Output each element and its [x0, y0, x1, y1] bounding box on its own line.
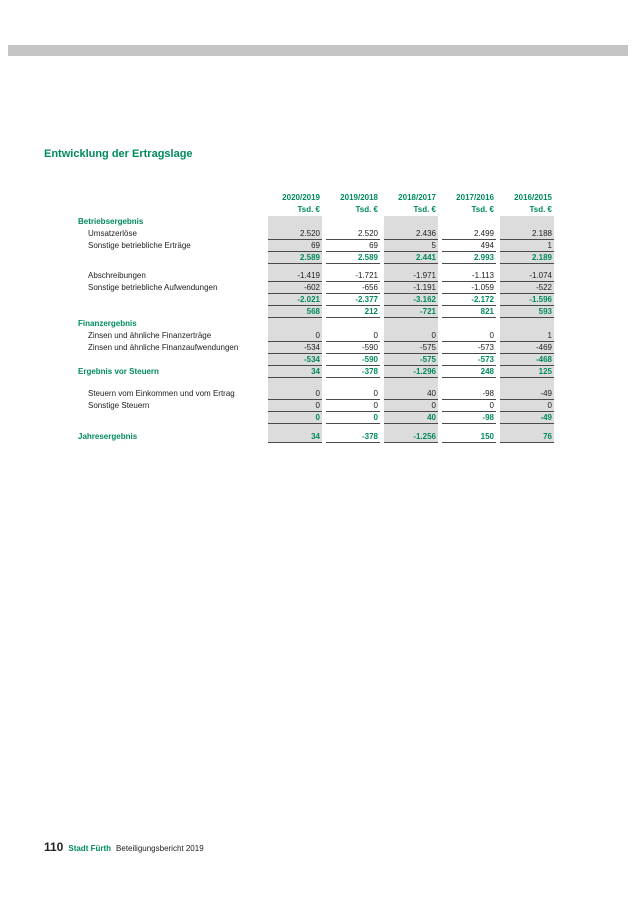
value-cell: -590: [326, 342, 380, 354]
value-cell: 69: [268, 240, 322, 252]
value-cell: 1: [500, 330, 554, 342]
row-label: Zinsen und ähnliche Finanzerträge: [88, 331, 212, 340]
value-cell: [442, 318, 496, 330]
row-label: [78, 294, 264, 306]
value-cell: 212: [326, 306, 380, 318]
table-body: [78, 216, 554, 443]
table-row: [78, 306, 554, 318]
table-header-row: [78, 192, 554, 204]
row-label: Steuern vom Einkommen und vom Ertrag: [88, 389, 235, 398]
value-cell: [500, 318, 554, 330]
value-cell: 593: [500, 306, 554, 318]
value-cell: 0: [384, 330, 438, 342]
table-spacer-row: [78, 424, 554, 431]
value-cell: [384, 378, 438, 388]
value-cell: 0: [326, 400, 380, 412]
value-cell: -522: [500, 282, 554, 294]
value-cell: -3.162: [384, 294, 438, 306]
value-cell: 5: [384, 240, 438, 252]
footer-document-title: Beteiligungsbericht 2019: [116, 844, 204, 853]
table-row: [78, 252, 554, 264]
value-cell: [268, 216, 322, 228]
value-cell: -573: [442, 354, 496, 366]
table-row: [78, 240, 554, 252]
table-row: [78, 228, 554, 240]
financial-table: [78, 192, 554, 443]
value-cell: -1.059: [442, 282, 496, 294]
value-cell: -1.596: [500, 294, 554, 306]
value-cell: [384, 216, 438, 228]
value-cell: -1.256: [384, 431, 438, 443]
value-cell: -1.296: [384, 366, 438, 378]
value-cell: 2.589: [326, 252, 380, 264]
value-cell: 494: [442, 240, 496, 252]
unit-label: Tsd. €: [413, 205, 436, 214]
table-row: [78, 282, 554, 294]
value-cell: 2.589: [268, 252, 322, 264]
table-row: [78, 216, 554, 228]
value-cell: -98: [442, 412, 496, 424]
value-cell: 0: [326, 388, 380, 400]
value-cell: [268, 378, 322, 388]
table-row: [78, 412, 554, 424]
value-cell: 2.520: [268, 228, 322, 240]
value-cell: -378: [326, 431, 380, 443]
value-cell: 568: [268, 306, 322, 318]
table-row: [78, 330, 554, 342]
table-row: [78, 342, 554, 354]
value-cell: -49: [500, 388, 554, 400]
table-unit-row: [78, 204, 554, 216]
row-label: Sonstige Steuern: [88, 401, 150, 410]
value-cell: 2.993: [442, 252, 496, 264]
value-cell: 1: [500, 240, 554, 252]
column-header-2020-2019: 2020/2019: [282, 193, 320, 202]
value-cell: -49: [500, 412, 554, 424]
header-spacer: [78, 192, 264, 204]
value-cell: 248: [442, 366, 496, 378]
value-cell: [442, 424, 496, 431]
value-cell: [268, 424, 322, 431]
value-cell: -2.172: [442, 294, 496, 306]
value-cell: 69: [326, 240, 380, 252]
value-cell: -1.419: [268, 270, 322, 282]
table-spacer-row: [78, 378, 554, 388]
row-label: Betriebsergebnis: [78, 217, 144, 226]
value-cell: 125: [500, 366, 554, 378]
value-cell: 2.441: [384, 252, 438, 264]
value-cell: -575: [384, 342, 438, 354]
value-cell: 0: [326, 412, 380, 424]
value-cell: 40: [384, 388, 438, 400]
value-cell: 0: [384, 400, 438, 412]
page-title: Entwicklung der Ertragslage: [44, 148, 193, 160]
value-cell: [384, 424, 438, 431]
row-label: Zinsen und ähnliche Finanzaufwendungen: [88, 343, 239, 352]
row-label: Umsatzerlöse: [88, 229, 137, 238]
value-cell: 0: [442, 400, 496, 412]
value-cell: -602: [268, 282, 322, 294]
row-label: Jahresergebnis: [78, 432, 138, 441]
value-cell: -1.113: [442, 270, 496, 282]
table-row: [78, 388, 554, 400]
value-cell: 0: [268, 400, 322, 412]
page-number: 110: [44, 840, 64, 854]
value-cell: 0: [326, 330, 380, 342]
value-cell: 0: [500, 400, 554, 412]
column-header-2018-2017: 2018/2017: [398, 193, 436, 202]
table-row: [78, 270, 554, 282]
value-cell: [326, 424, 380, 431]
value-cell: 34: [268, 366, 322, 378]
unit-label: Tsd. €: [355, 205, 378, 214]
value-cell: -378: [326, 366, 380, 378]
row-label: [78, 252, 264, 264]
value-cell: 0: [268, 330, 322, 342]
value-cell: -575: [384, 354, 438, 366]
table-row: [78, 431, 554, 443]
table-row: [78, 354, 554, 366]
unit-label: Tsd. €: [529, 205, 552, 214]
value-cell: [384, 318, 438, 330]
table-row: [78, 318, 554, 330]
value-cell: 2.188: [500, 228, 554, 240]
value-cell: -469: [500, 342, 554, 354]
row-label: Sonstige betriebliche Erträge: [88, 241, 191, 250]
row-label: Finanzergebnis: [78, 319, 137, 328]
value-cell: 2.189: [500, 252, 554, 264]
page-footer: [44, 840, 204, 854]
value-cell: -534: [268, 342, 322, 354]
value-cell: [326, 216, 380, 228]
value-cell: -1.721: [326, 270, 380, 282]
value-cell: -721: [384, 306, 438, 318]
value-cell: 2.436: [384, 228, 438, 240]
value-cell: 150: [442, 431, 496, 443]
value-cell: [442, 216, 496, 228]
value-cell: 0: [268, 388, 322, 400]
footer-brand: Stadt Fürth: [68, 844, 112, 853]
column-header-2016-2015: 2016/2015: [514, 193, 552, 202]
column-header-2019-2018: 2019/2018: [340, 193, 378, 202]
row-label: [78, 306, 264, 318]
value-cell: [500, 424, 554, 431]
value-cell: 2.499: [442, 228, 496, 240]
row-label: Abschreibungen: [88, 271, 146, 280]
value-cell: 821: [442, 306, 496, 318]
value-cell: [500, 378, 554, 388]
row-label: [78, 378, 264, 388]
value-cell: -468: [500, 354, 554, 366]
table-row: [78, 366, 554, 378]
value-cell: 76: [500, 431, 554, 443]
value-cell: [326, 378, 380, 388]
value-cell: -656: [326, 282, 380, 294]
unit-label: Tsd. €: [297, 205, 320, 214]
header-divider-bar: [8, 45, 628, 56]
value-cell: -534: [268, 354, 322, 366]
value-cell: 0: [268, 412, 322, 424]
table-row: [78, 400, 554, 412]
row-label: Ergebnis vor Steuern: [78, 367, 159, 376]
value-cell: 2.520: [326, 228, 380, 240]
row-label: Sonstige betriebliche Aufwendungen: [88, 283, 218, 292]
unit-label: Tsd. €: [471, 205, 494, 214]
value-cell: -1.074: [500, 270, 554, 282]
value-cell: -573: [442, 342, 496, 354]
value-cell: -590: [326, 354, 380, 366]
value-cell: -2.021: [268, 294, 322, 306]
value-cell: -1.191: [384, 282, 438, 294]
value-cell: -1.971: [384, 270, 438, 282]
row-label: [78, 354, 264, 366]
value-cell: 34: [268, 431, 322, 443]
value-cell: -98: [442, 388, 496, 400]
table-row: [78, 294, 554, 306]
column-header-2017-2016: 2017/2016: [456, 193, 494, 202]
value-cell: [268, 318, 322, 330]
value-cell: [442, 378, 496, 388]
value-cell: [500, 216, 554, 228]
row-label: [78, 424, 264, 431]
value-cell: 0: [442, 330, 496, 342]
unit-row-spacer: [78, 204, 264, 216]
value-cell: [326, 318, 380, 330]
value-cell: -2.377: [326, 294, 380, 306]
row-label: [78, 412, 264, 424]
value-cell: 40: [384, 412, 438, 424]
